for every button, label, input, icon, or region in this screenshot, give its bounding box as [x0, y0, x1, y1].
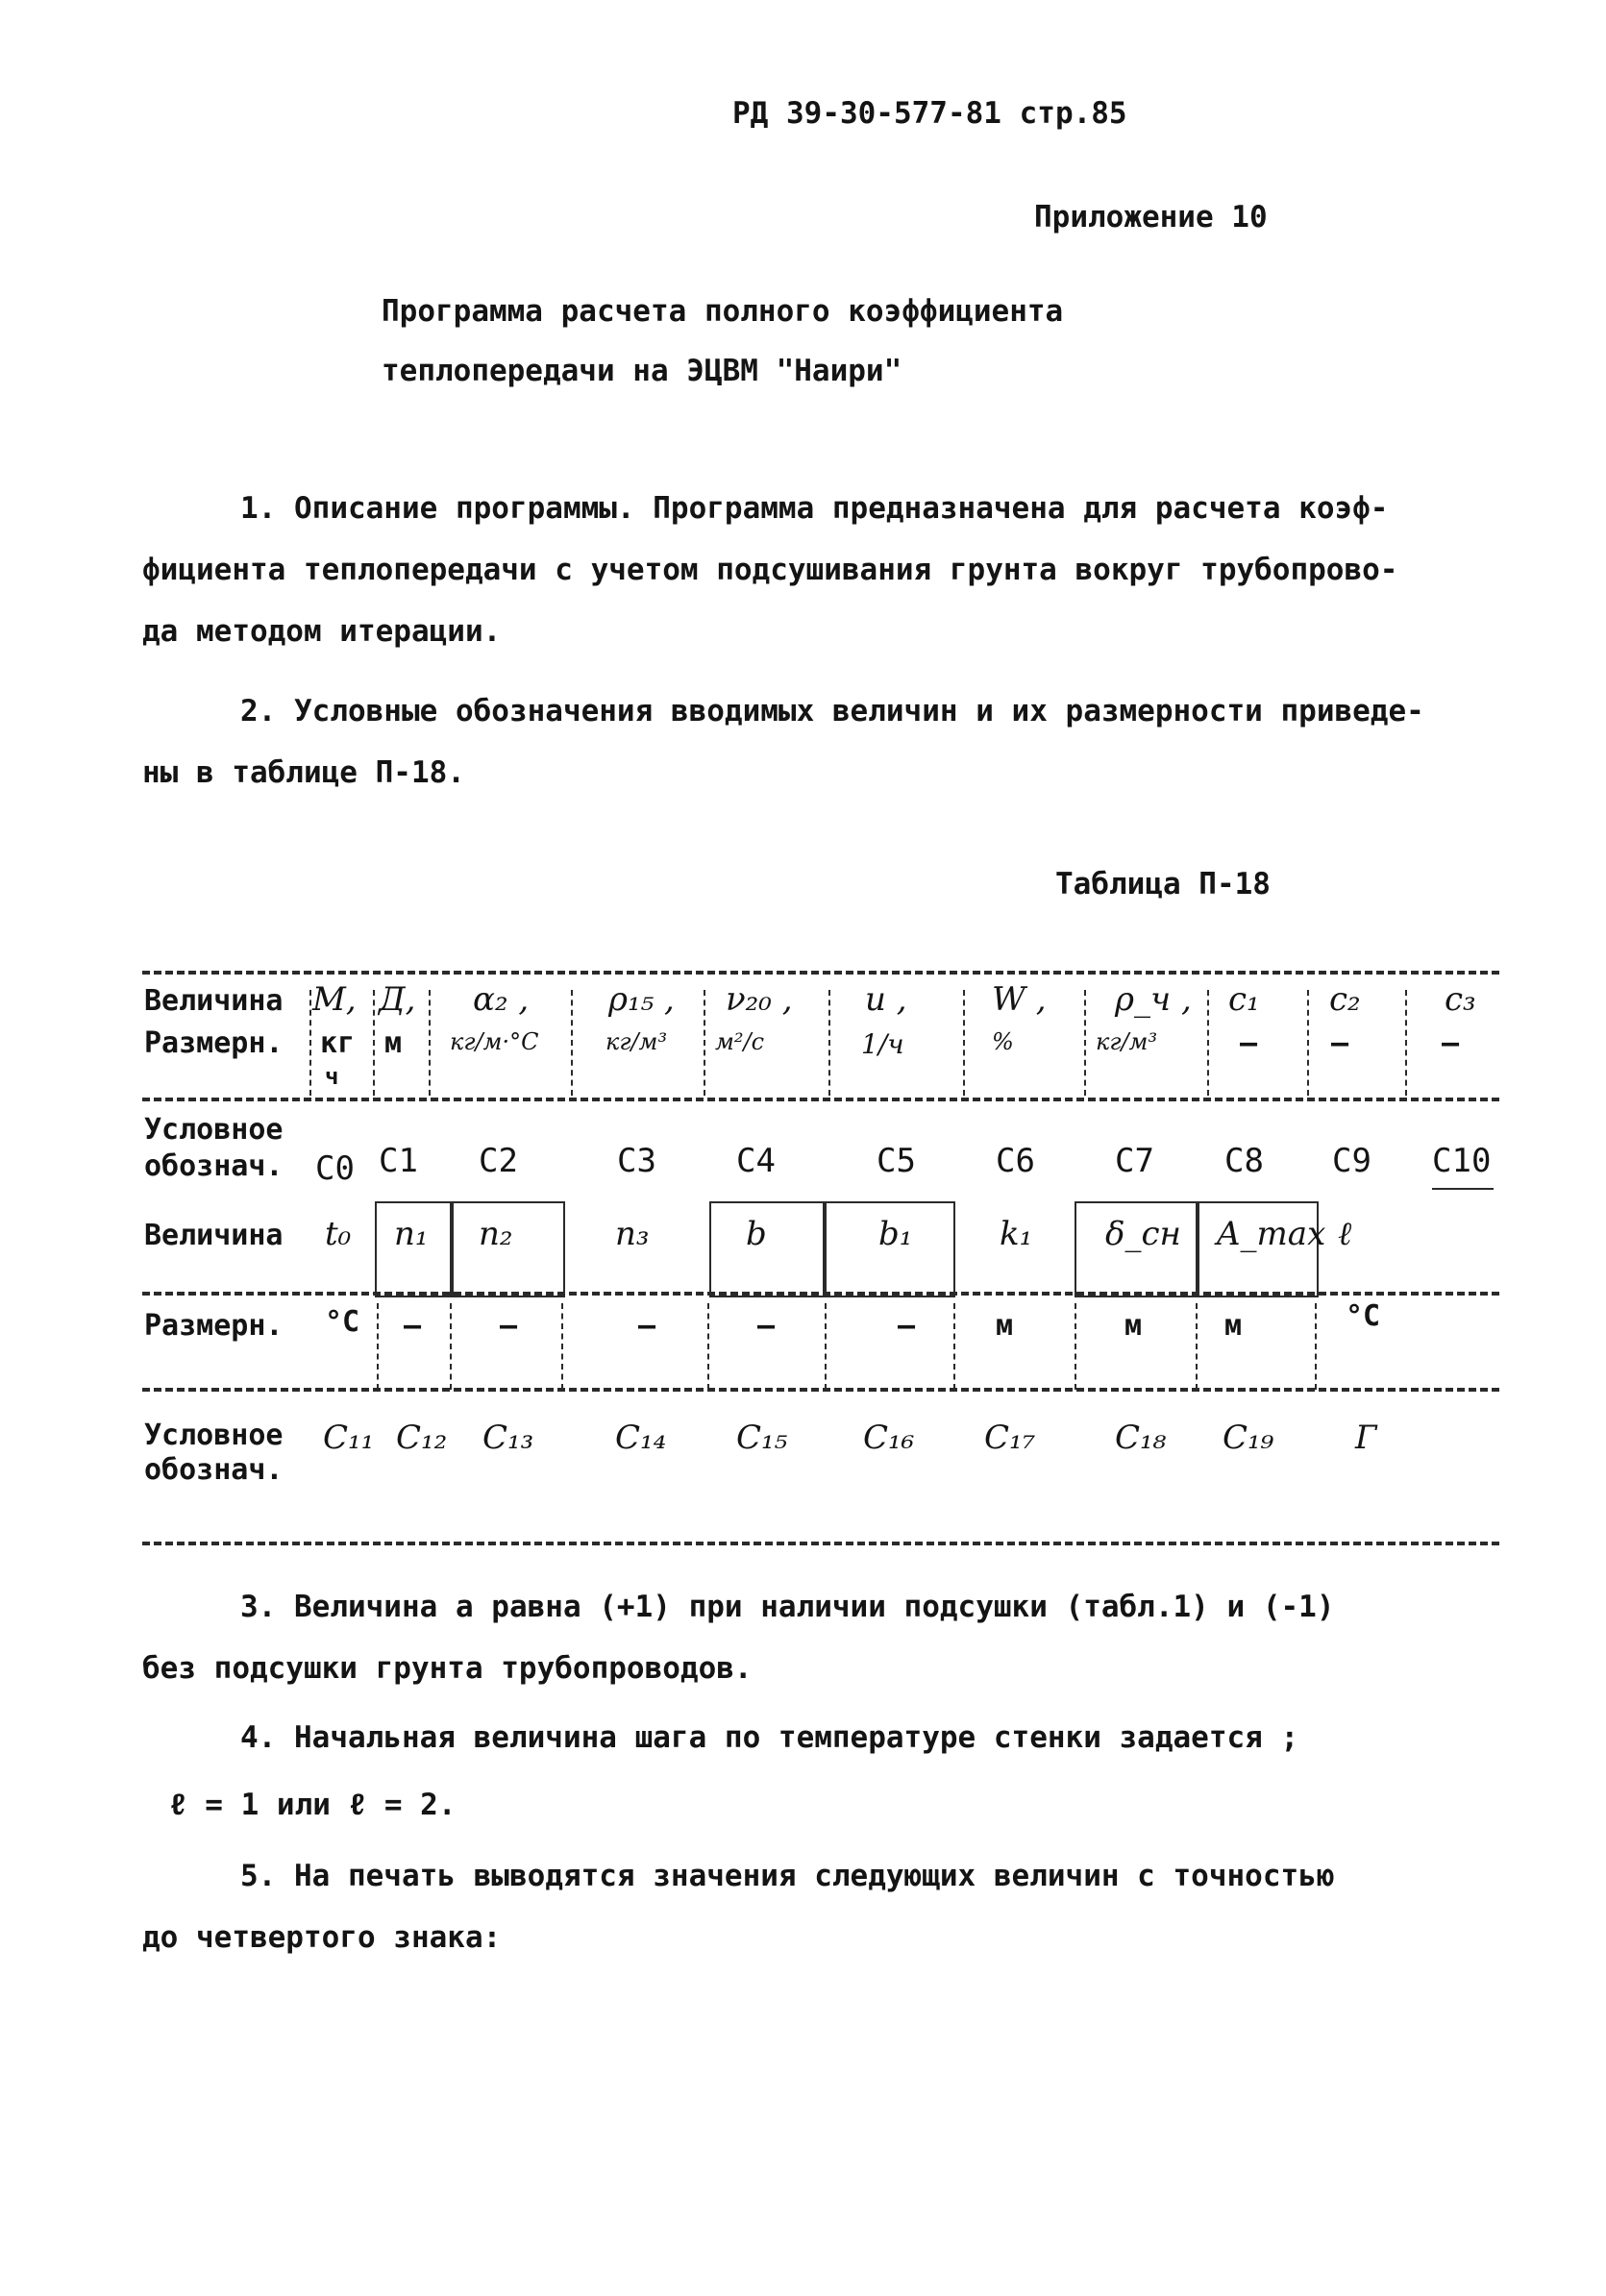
dimension-cell: –: [898, 1309, 916, 1343]
dimension-cell: кг/м·°С: [450, 1028, 539, 1055]
column-separator: [561, 1303, 563, 1390]
dimension-cell: м: [1224, 1309, 1243, 1343]
underline: [1432, 1188, 1494, 1190]
symbol-cell: C2: [479, 1142, 518, 1180]
column-separator: [704, 990, 705, 1096]
table-rule: [142, 971, 1499, 975]
quantity-cell: n₃: [615, 1215, 650, 1253]
column-separator: [1315, 1303, 1317, 1390]
column-separator: [1405, 990, 1407, 1096]
row-label-quantity: Величина: [144, 984, 284, 1018]
quantity-cell: ρ_ч ,: [1115, 980, 1192, 1019]
quantity-cell: n₁: [394, 1215, 429, 1253]
dimension-cell: м: [996, 1309, 1014, 1343]
dimension-cell: м²/с: [715, 1028, 765, 1055]
title-line-1: Программа расчета полного коэффициента: [382, 294, 1064, 329]
quantity-cell: A_max: [1217, 1215, 1326, 1253]
symbol-cell: Г: [1355, 1419, 1377, 1457]
dimension-cell: –: [757, 1309, 776, 1343]
row-label-symbol-b-2: обознач.: [144, 1453, 284, 1487]
symbol-cell: C₁₈: [1115, 1419, 1167, 1457]
quantity-cell: t₀: [325, 1215, 352, 1253]
dimension-cell: %: [992, 1028, 1014, 1055]
quantity-cell: W ,: [992, 980, 1047, 1019]
paragraph-5-line-2: до четвертого знака:: [142, 1920, 502, 1955]
column-separator: [1307, 990, 1309, 1096]
symbol-cell: C₁₆: [863, 1419, 915, 1457]
dimension-cell: –: [404, 1309, 422, 1343]
dimension-cell: –: [638, 1309, 656, 1343]
quantity-cell: Д,: [379, 980, 416, 1019]
column-separator: [963, 990, 965, 1096]
quantity-cell: c₃: [1445, 980, 1476, 1019]
dimension-cell: –: [1240, 1026, 1258, 1060]
dimension-cell: °С: [1346, 1299, 1381, 1333]
paragraph-2-line-2: ны в таблице П-18.: [142, 755, 465, 790]
column-separator: [1075, 1303, 1076, 1390]
quantity-cell: ρ₁₅ ,: [608, 980, 675, 1019]
symbol-cell: C₁₉: [1223, 1419, 1274, 1457]
column-separator: [953, 1303, 955, 1390]
symbol-cell: C4: [736, 1142, 776, 1180]
row-label-dimension-2: Размерн.: [144, 1309, 284, 1343]
quantity-cell: b₁: [878, 1215, 913, 1253]
symbol-cell: C10: [1432, 1142, 1492, 1180]
row-label-symbol-a: Условное: [144, 1113, 284, 1147]
quantity-cell: u ,: [865, 980, 907, 1019]
dimension-cell: –: [1442, 1026, 1460, 1060]
column-separator: [1196, 1303, 1198, 1390]
quantity-cell: α₂ ,: [473, 980, 530, 1019]
paragraph-4-line-2: ℓ = 1 или ℓ = 2.: [169, 1788, 457, 1822]
column-separator: [429, 990, 431, 1096]
paragraph-1-line-1: 1. Описание программы. Программа предназначена для расчета коэф-: [240, 491, 1389, 526]
table-caption: Таблица П-18: [1055, 867, 1271, 901]
symbol-cell: C8: [1224, 1142, 1264, 1180]
table-rule: [142, 1388, 1499, 1392]
document-reference: РД 39-30-577-81 стр.85: [732, 96, 1127, 131]
paragraph-5-line-1: 5. На печать выводятся значения следующих величин с точностью: [240, 1859, 1335, 1893]
table-rule: [142, 1542, 1499, 1545]
symbol-cell: C1: [379, 1142, 418, 1180]
symbol-cell: C₁₃: [482, 1419, 534, 1457]
title-line-2: теплопередачи на ЭЦВМ "Наири": [382, 354, 902, 388]
dimension-cell-extra: ч: [325, 1063, 339, 1090]
quantity-cell: k₁: [1000, 1215, 1033, 1253]
column-separator: [450, 1303, 452, 1390]
symbol-cell: C7: [1115, 1142, 1154, 1180]
column-separator: [571, 990, 573, 1096]
column-separator: [1084, 990, 1086, 1096]
dimension-cell: кг/м³: [605, 1028, 668, 1055]
dimension-cell: –: [1331, 1026, 1349, 1060]
symbol-cell: C3: [617, 1142, 656, 1180]
row-label-symbol-b: обознач.: [144, 1149, 284, 1183]
column-separator: [825, 1303, 827, 1390]
quantity-cell: ℓ: [1338, 1215, 1352, 1253]
column-separator: [373, 990, 375, 1096]
cell-box: [709, 1201, 825, 1297]
column-separator: [828, 990, 830, 1096]
quantity-cell: n₂: [479, 1215, 513, 1253]
symbol-cell: C₁₄: [615, 1419, 667, 1457]
paragraph-2-line-1: 2. Условные обозначения вводимых величин и их размерности приведе-: [240, 694, 1424, 728]
quantity-cell: M,: [312, 980, 357, 1019]
symbol-cell: C₁₁: [323, 1419, 375, 1457]
table-rule: [142, 1292, 1499, 1296]
paragraph-3-line-2: без подсушки грунта трубопроводов.: [142, 1651, 753, 1686]
row-label-quantity-2: Величина: [144, 1219, 284, 1252]
dimension-cell: –: [500, 1309, 518, 1343]
quantity-cell: c₁: [1228, 980, 1260, 1019]
symbol-cell: C5: [877, 1142, 916, 1180]
symbol-cell: C₁₇: [984, 1419, 1036, 1457]
paragraph-1-line-3: да методом итерации.: [142, 614, 502, 649]
column-separator: [377, 1303, 379, 1390]
dimension-cell: °С: [325, 1305, 360, 1339]
row-label-dimension: Размерн.: [144, 1026, 284, 1060]
paragraph-1-line-2: фициента теплопередачи с учетом подсушивания грунта вокруг трубопрово-: [142, 553, 1398, 587]
column-separator: [309, 990, 311, 1096]
dimension-cell: м: [1124, 1309, 1143, 1343]
symbol-cell: C0: [315, 1149, 355, 1188]
table-rule: [142, 1098, 1499, 1101]
paragraph-3-line-1: 3. Величина a равна (+1) при наличии подсушки (табл.1) и (-1): [240, 1590, 1335, 1624]
paragraph-4-line-1: 4. Начальная величина шага по температуре стенки задается ;: [240, 1720, 1299, 1755]
symbol-cell: C₁₅: [736, 1419, 788, 1457]
dimension-cell: м: [384, 1026, 403, 1060]
column-separator: [707, 1303, 709, 1390]
quantity-cell: ν₂₀ ,: [726, 980, 793, 1019]
dimension-cell: 1/ч: [861, 1028, 904, 1060]
symbol-cell: C9: [1332, 1142, 1371, 1180]
dimension-cell: кг: [320, 1026, 356, 1060]
appendix-label: Приложение 10: [1034, 200, 1268, 235]
quantity-cell: b: [746, 1215, 767, 1253]
row-label-symbol-a-2: Условное: [144, 1419, 284, 1452]
symbol-cell: C6: [996, 1142, 1035, 1180]
dimension-cell: кг/м³: [1096, 1028, 1158, 1055]
symbol-cell: C₁₂: [396, 1419, 448, 1457]
quantity-cell: c₂: [1329, 980, 1361, 1019]
column-separator: [1207, 990, 1209, 1096]
quantity-cell: δ_сн: [1105, 1215, 1181, 1253]
